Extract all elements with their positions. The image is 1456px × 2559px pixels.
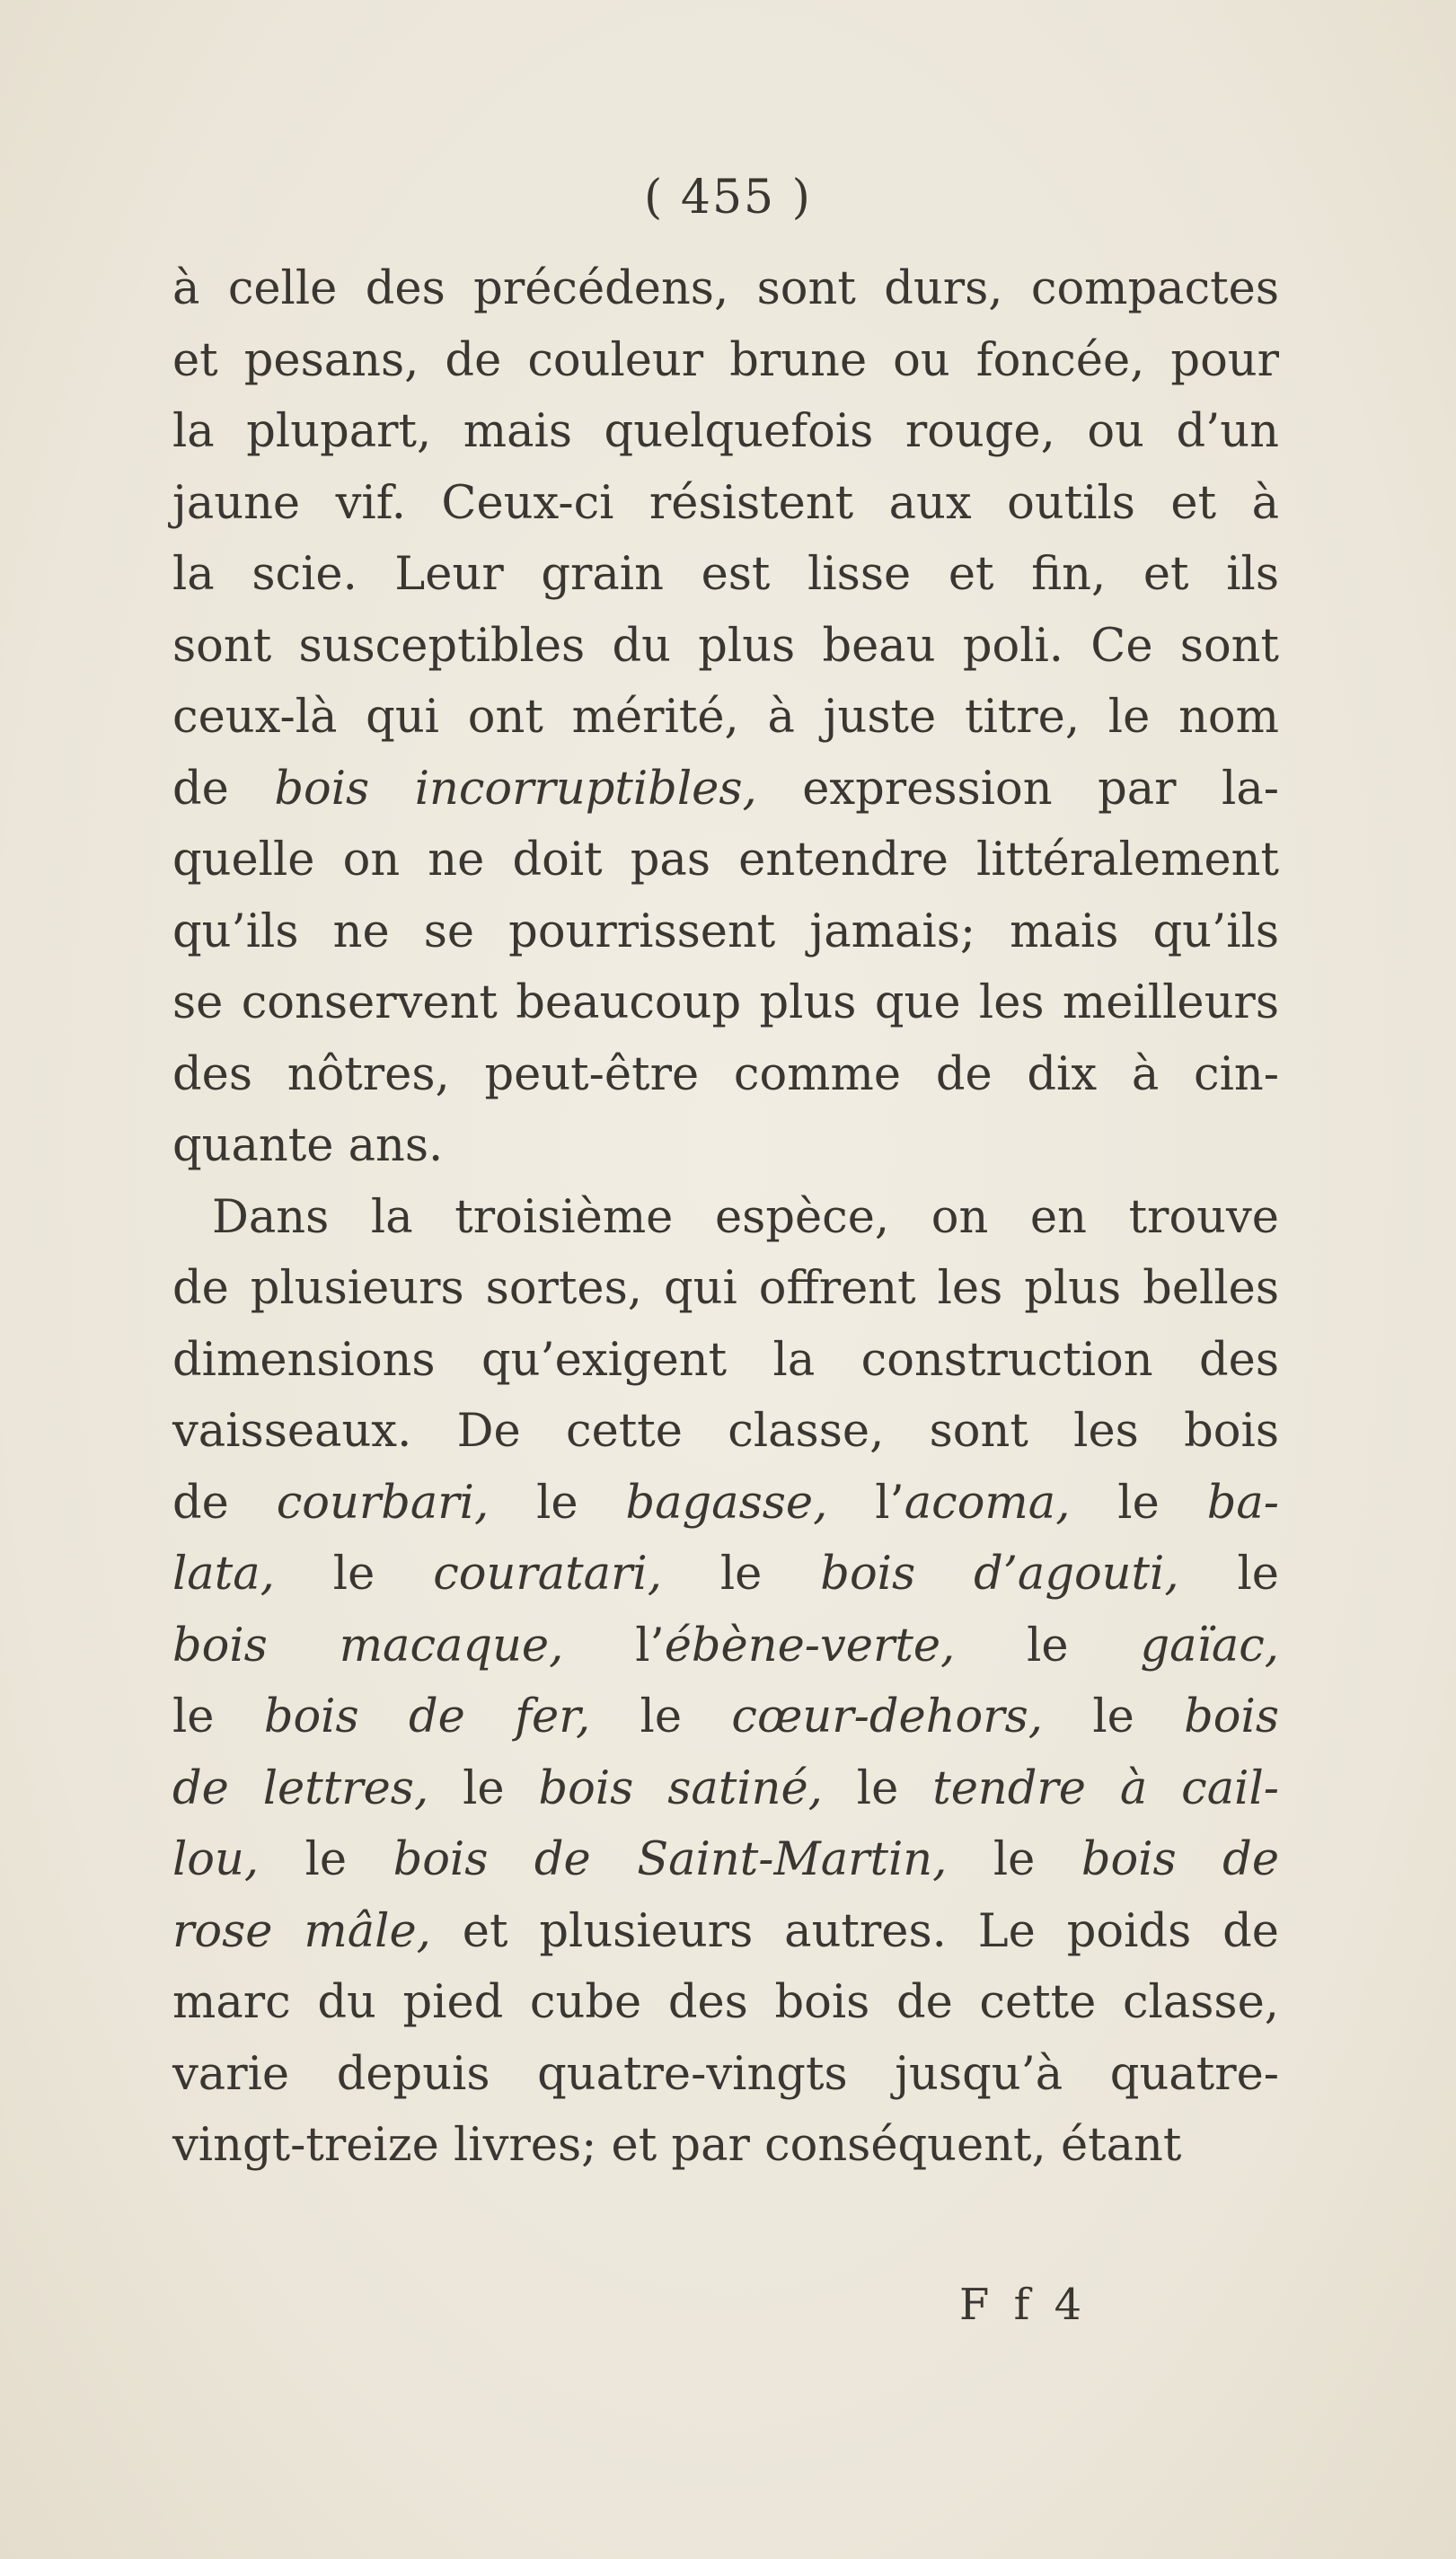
italic-term: courbari, (276, 1476, 490, 1530)
italic-term: bois macaque, (172, 1619, 564, 1672)
text-run: quelle on ne doit pas entendre littéralement (172, 834, 1279, 887)
text-run: l’ (827, 1476, 904, 1530)
italic-term: ba- (1206, 1476, 1279, 1530)
text-line (172, 396, 1279, 468)
text-line (172, 1253, 1279, 1325)
italic-term: bois satiné, (538, 1761, 823, 1815)
text-run: le (489, 1476, 626, 1530)
text-line (172, 754, 1279, 825)
text-run: et pesans, de couleur brune ou foncée, pour (172, 333, 1279, 387)
text-run: sont susceptibles du plus beau poli. Ce sont (172, 619, 1279, 673)
text-run: le (947, 1833, 1081, 1886)
text-run: de plusieurs sortes, qui offrent les plus belles (172, 1262, 1279, 1315)
italic-term: bois d’agouti, (820, 1548, 1179, 1601)
text-line (172, 2039, 1279, 2111)
text-run: qu’ils ne se pourrissent jamais; mais qu’ils (172, 904, 1279, 958)
italic-term: gaïac, (1140, 1619, 1280, 1672)
text-line (172, 1325, 1279, 1397)
text-line (172, 325, 1279, 397)
text-line (172, 1396, 1279, 1468)
text-run: de (172, 1476, 277, 1530)
text-run: des nôtres, peut-être comme de dix à cin- (172, 1047, 1279, 1101)
italic-term: bois incorruptibles, (274, 762, 757, 816)
text-line (172, 1610, 1279, 1682)
text-line (172, 1681, 1279, 1753)
page-number-header: ( 455 ) (644, 171, 812, 225)
text-line (172, 967, 1279, 1039)
text-line (172, 611, 1279, 683)
text-run: dimensions qu’exigent la construction des (172, 1333, 1279, 1387)
italic-term: couratari, (433, 1548, 662, 1601)
text-run: le (274, 1548, 434, 1601)
text-run: Dans la troisième espèce, on en trouve (212, 1190, 1279, 1244)
text-line (172, 1539, 1279, 1610)
text-run: et plusieurs autres. Le poids de (430, 1904, 1279, 1958)
text-run: le (661, 1548, 821, 1601)
italic-term: tendre à cail- (932, 1761, 1279, 1815)
text-run: le (428, 1761, 539, 1815)
text-run: le (259, 1833, 393, 1886)
text-line (172, 1967, 1279, 2039)
text-line (172, 468, 1279, 540)
text-line (172, 682, 1279, 754)
italic-term: lata, (172, 1548, 275, 1601)
italic-term: cœur-dehors, (731, 1690, 1043, 1743)
text-line (172, 1896, 1279, 1968)
italic-term: bois de fer, (263, 1690, 591, 1743)
text-line (172, 1468, 1279, 1540)
signature-mark: F f 4 (959, 2280, 1088, 2330)
italic-term: bagasse, (625, 1476, 828, 1530)
text-line (172, 539, 1279, 611)
text-run: expression par la- (756, 762, 1279, 816)
text-run: l’ (563, 1619, 665, 1672)
text-line (172, 1824, 1279, 1896)
italic-term: bois (1184, 1690, 1279, 1743)
italic-term: de lettres, (172, 1761, 429, 1815)
text-line (172, 1753, 1279, 1825)
italic-term: bois de Saint-Martin, (393, 1833, 948, 1886)
text-run: le (1070, 1476, 1207, 1530)
italic-term: lou, (172, 1833, 260, 1886)
text-run: varie depuis quatre-vingts jusqu’à quatre- (172, 2047, 1279, 2101)
italic-term: bois de (1081, 1833, 1280, 1886)
text-run: le (955, 1619, 1141, 1672)
text-line (172, 1182, 1279, 1254)
text-run: le (822, 1761, 933, 1815)
text-run: vaisseaux. De cette classe, sont les bois (172, 1405, 1279, 1458)
text-run: quante ans. (172, 1119, 444, 1172)
text-run: la plupart, mais quelquefois rouge, ou d’un (172, 405, 1279, 458)
text-line (172, 253, 1279, 325)
text-line (172, 2110, 1279, 2182)
text-run: jaune vif. Ceux-ci résistent aux outils et à (172, 476, 1279, 530)
text-run: ceux-là qui ont mérité, à juste titre, le nom (172, 691, 1279, 744)
text-line (172, 825, 1279, 896)
italic-term: ébène-verte, (664, 1619, 956, 1672)
text-run: vingt-treize livres; et par conséquent, étant (172, 2119, 1182, 2172)
text-run: le (172, 1690, 264, 1743)
text-run: marc du pied cube des bois de cette classe, (172, 1976, 1279, 2029)
text-run: de (172, 762, 275, 816)
text-run: le (590, 1690, 732, 1743)
italic-term: rose mâle, (172, 1904, 431, 1958)
body-text (172, 253, 1279, 2182)
text-run: à celle des précédens, sont durs, compactes (172, 262, 1279, 315)
text-run: la scie. Leur grain est lisse et fin, et ils (172, 548, 1279, 601)
text-line (172, 1110, 1279, 1182)
text-run: se conservent beaucoup plus que les meilleurs (172, 976, 1279, 1029)
text-line (172, 1039, 1279, 1111)
italic-term: acoma, (904, 1476, 1071, 1530)
text-run: le (1178, 1548, 1279, 1601)
text-run: le (1042, 1690, 1185, 1743)
text-line (172, 896, 1279, 968)
